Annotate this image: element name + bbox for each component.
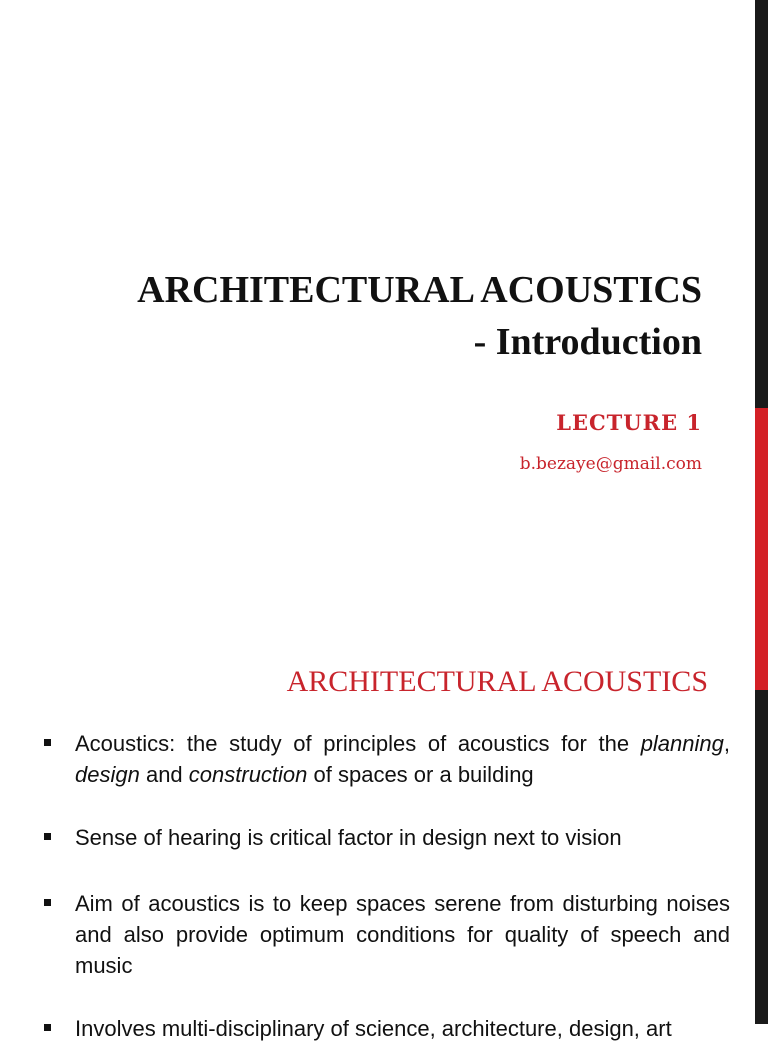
bullet-text: Aim of acoustics is to keep spaces serene from disturbing noises and also provide optimum conditions for quality of speech and music xyxy=(75,891,730,978)
section-heading: ARCHITECTURAL ACOUSTICS xyxy=(286,665,708,698)
bullet-text-separator: and xyxy=(139,762,189,787)
list-item xyxy=(44,728,730,790)
bullet-text: Involves multi-disciplinary of science, architecture, design, art xyxy=(75,1016,672,1041)
square-bullet-icon xyxy=(44,1024,51,1031)
list-item xyxy=(44,888,730,981)
author-email: b.bezaye@gmail.com xyxy=(519,454,702,474)
lecture-number: LECTURE 1 xyxy=(556,410,702,435)
bullet-text xyxy=(75,728,730,790)
slide-title: ARCHITECTURAL ACOUSTICS xyxy=(137,269,702,311)
list-item xyxy=(44,1013,730,1044)
bullet-emphasis-design: design xyxy=(75,762,140,787)
bullet-text: Sense of hearing is critical factor in design next to vision xyxy=(75,825,622,850)
square-bullet-icon xyxy=(44,899,51,906)
bullet-text-separator: , xyxy=(723,731,730,756)
bullet-text-tail: of spaces or a building xyxy=(307,762,534,787)
square-bullet-icon xyxy=(44,833,51,840)
slide-subtitle: - Introduction xyxy=(473,321,702,363)
square-bullet-icon xyxy=(44,739,51,746)
bullet-text-lead: Acoustics: the study of principles of acoustics for the xyxy=(75,731,641,756)
bullet-emphasis-planning: planning xyxy=(640,731,724,756)
bullet-emphasis-construction: construction xyxy=(188,762,308,787)
list-item xyxy=(44,822,730,853)
